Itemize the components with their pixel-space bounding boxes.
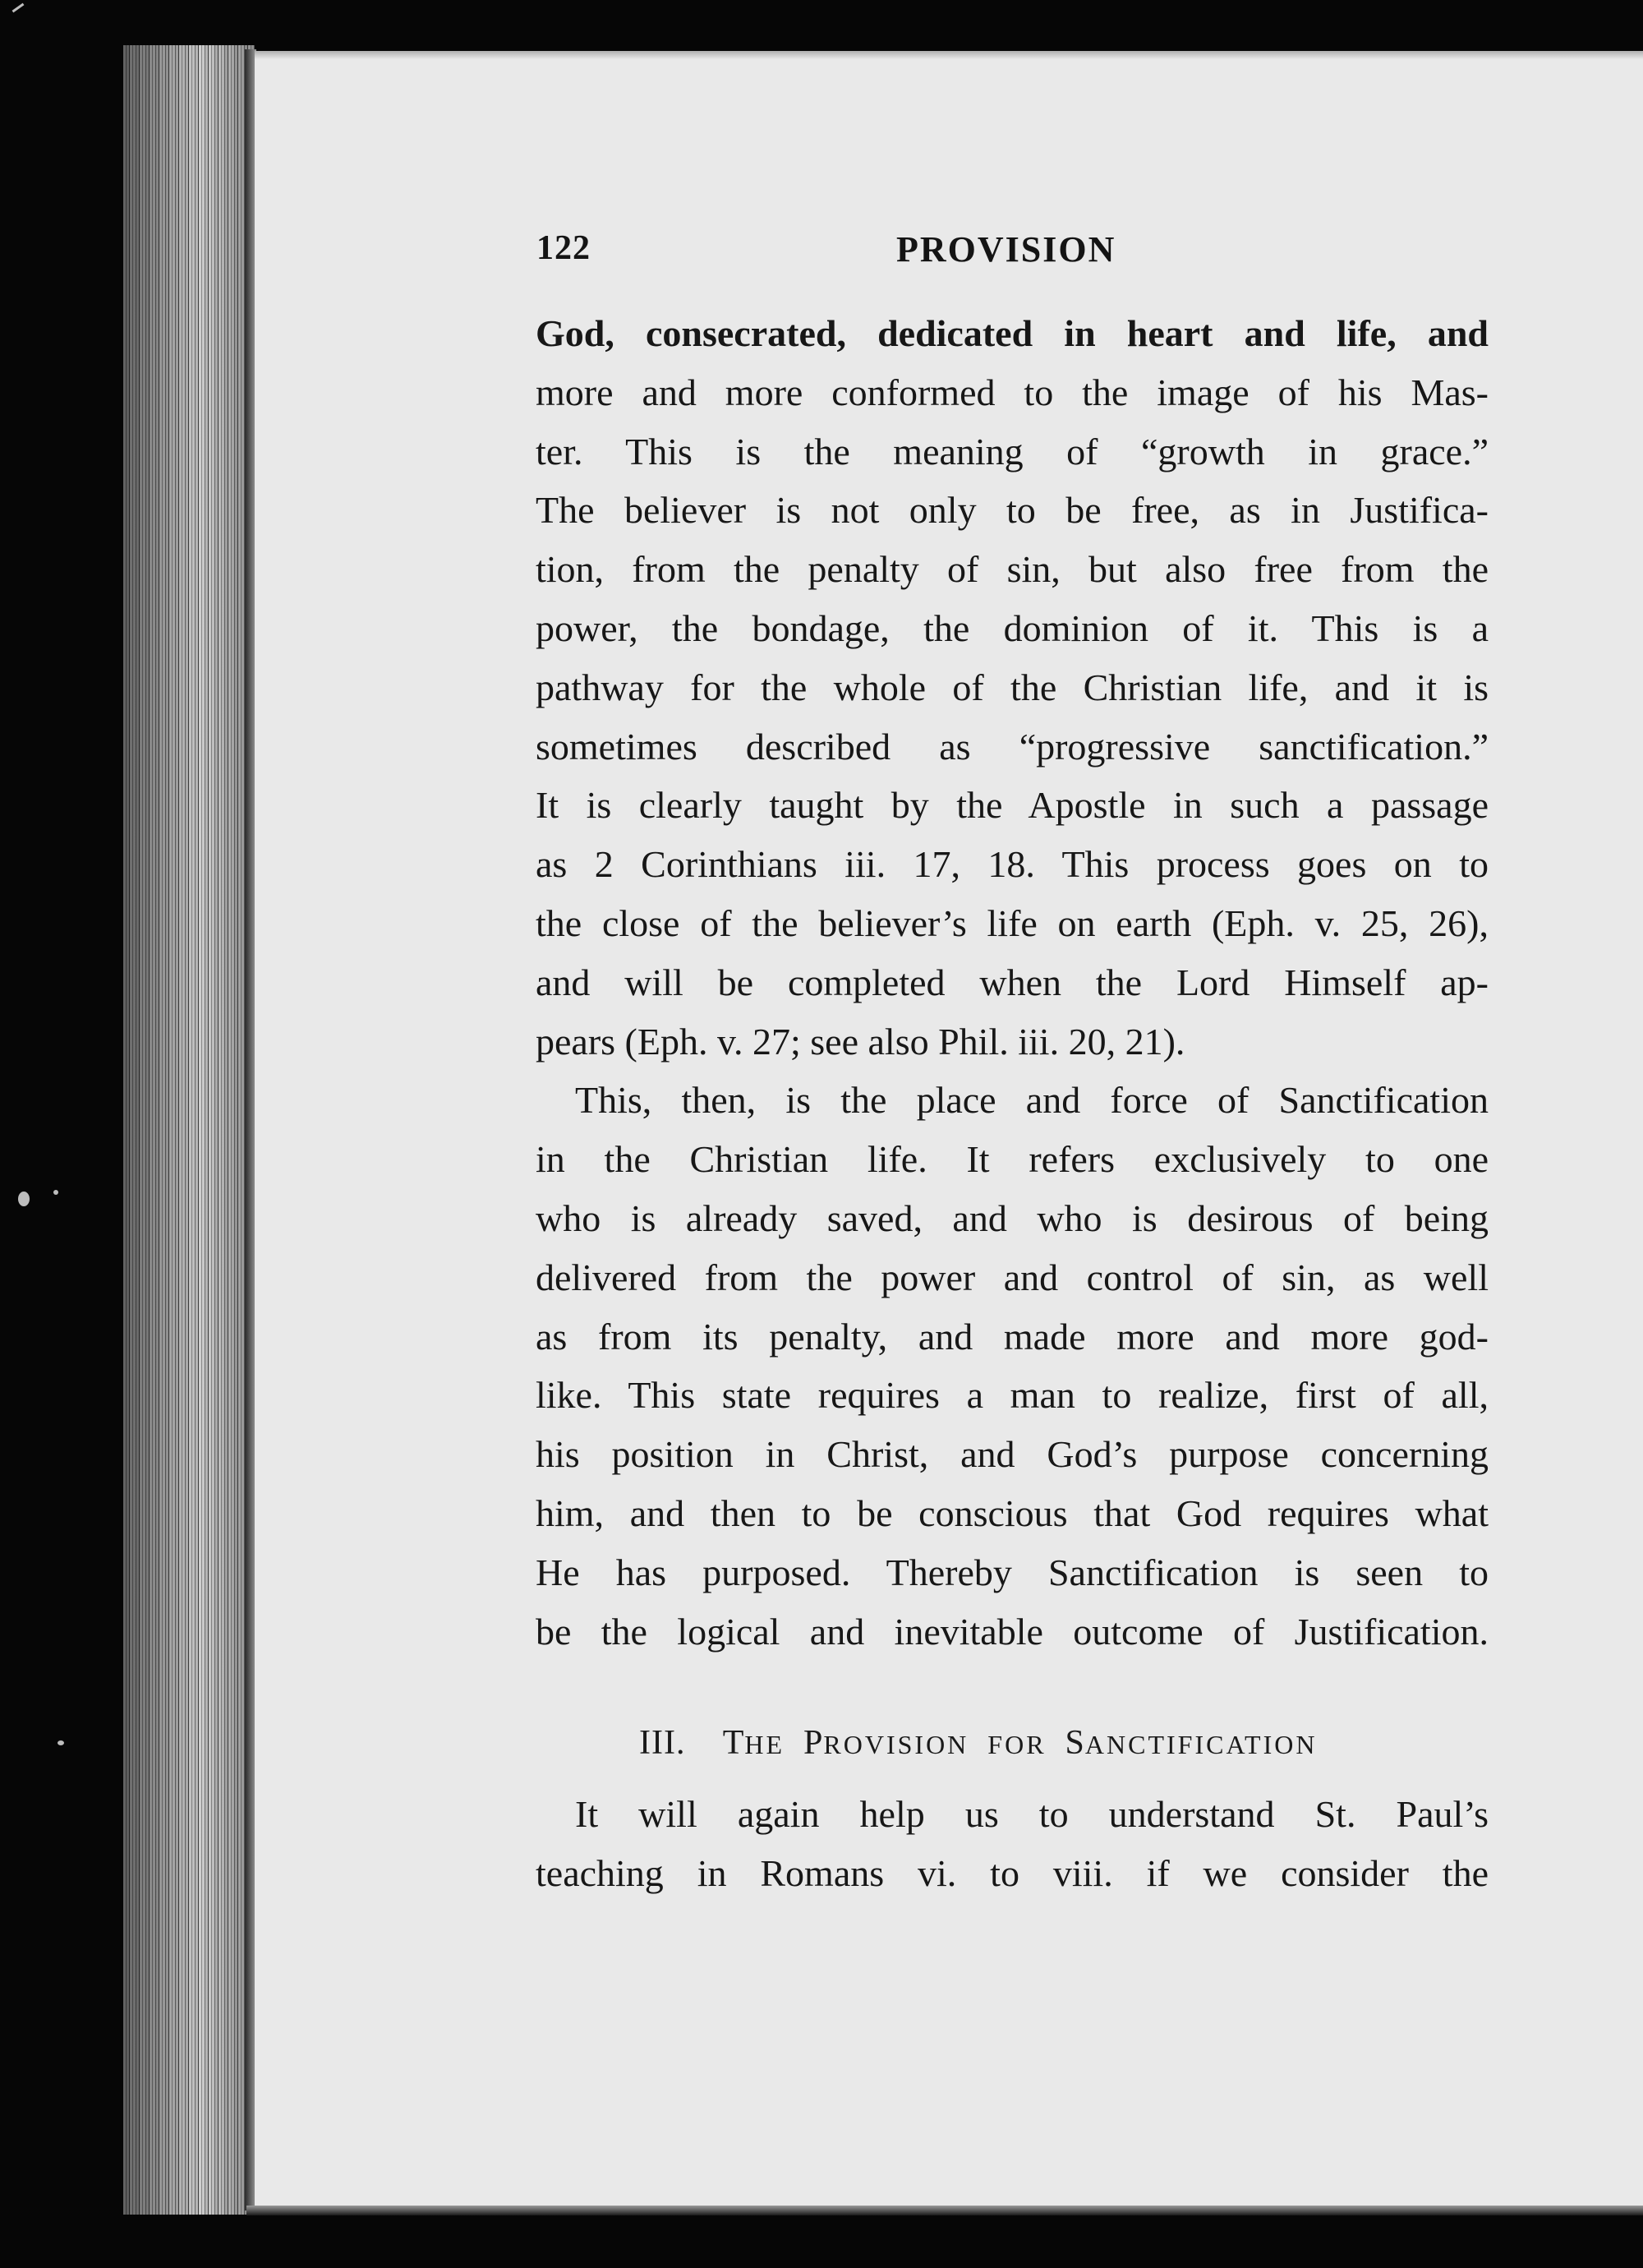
dust-speck — [18, 1192, 30, 1206]
page-edges-shadow — [123, 45, 255, 2215]
page-top-shadow — [255, 51, 1643, 59]
section-body-text — [536, 1785, 1489, 1903]
text-line: tion, from the penalty of sin, but also free from the — [536, 548, 1489, 591]
running-title: PROVISION — [896, 229, 1116, 270]
text-line: power, the bondage, the dominion of it. This is a — [536, 606, 1489, 649]
heading-initial: S — [1065, 1724, 1085, 1762]
text-line: pathway for the whole of the Christian life, and it is — [536, 666, 1489, 708]
page-number: 122 — [536, 229, 591, 267]
text-line: be the logical and inevitable outcome of Justification. — [536, 1610, 1489, 1653]
text-line: teaching in Romans vi. to viii. if we consider the — [536, 1851, 1489, 1894]
text-line: who is already saved, and who is desirous of being — [536, 1196, 1489, 1239]
text-line: God, consecrated, dedicated in heart and life, and — [536, 312, 1489, 354]
text-line: as 2 Corinthians iii. 17, 18. This process goes on to — [536, 843, 1489, 886]
text-line: pears (Eph. v. 27; see also Phil. iii. 20, 21). — [536, 1020, 1185, 1063]
text-line: delivered from the power and control of sin, as well — [536, 1256, 1489, 1298]
section-heading — [639, 1723, 1461, 1772]
text-line: This, then, is the place and force of Sanctification — [575, 1079, 1489, 1122]
text-line: as from its penalty, and made more and more god- — [536, 1315, 1489, 1358]
heading-smallcaps: ROVISION — [823, 1730, 969, 1759]
heading-word — [987, 1724, 1046, 1762]
text-line: him, and then to be conscious that God requires what — [536, 1491, 1489, 1534]
heading-smallcaps: FOR — [987, 1730, 1047, 1759]
heading-word — [723, 1724, 785, 1762]
text-line: the close of the believer’s life on earth (Eph. v. 25, 26), — [536, 901, 1489, 944]
text-line: like. This state requires a man to realize, first of all, — [536, 1374, 1489, 1417]
section-numeral: III. — [639, 1724, 686, 1762]
text-line: sometimes described as “progressive sanctification.” — [536, 725, 1489, 768]
body-text — [536, 304, 1489, 1661]
heading-word — [803, 1724, 969, 1762]
text-line: and will be completed when the Lord Himself ap- — [536, 961, 1489, 1003]
text-line: It will again help us to understand St. Paul’s — [575, 1793, 1489, 1835]
heading-initial: T — [722, 1724, 745, 1762]
running-head — [536, 228, 1489, 278]
text-line: in the Christian life. It refers exclusively to one — [536, 1138, 1489, 1181]
text-line: more and more conformed to the image of his Mas- — [536, 371, 1489, 413]
text-line: his position in Christ, and God’s purpose concerning — [536, 1433, 1489, 1476]
dust-speck — [53, 1190, 58, 1195]
paragraph-2 — [536, 1071, 1489, 1661]
text-line: It is clearly taught by the Apostle in such a passage — [536, 784, 1489, 827]
heading-initial: P — [803, 1724, 824, 1762]
text-line: ter. This is the meaning of “growth in grace.” — [536, 430, 1489, 472]
dust-speck — [58, 1740, 64, 1745]
page-bottom-edge — [246, 2206, 1643, 2215]
heading-smallcaps: HE — [744, 1730, 785, 1759]
paragraph-1 — [536, 304, 1489, 1071]
heading-word — [1065, 1724, 1318, 1762]
heading-smallcaps: ANCTIFICATION — [1084, 1730, 1318, 1759]
text-line: He has purposed. Thereby Sanctification is seen to — [536, 1551, 1489, 1593]
text-line: The believer is not only to be free, as in Justifica- — [536, 489, 1489, 532]
